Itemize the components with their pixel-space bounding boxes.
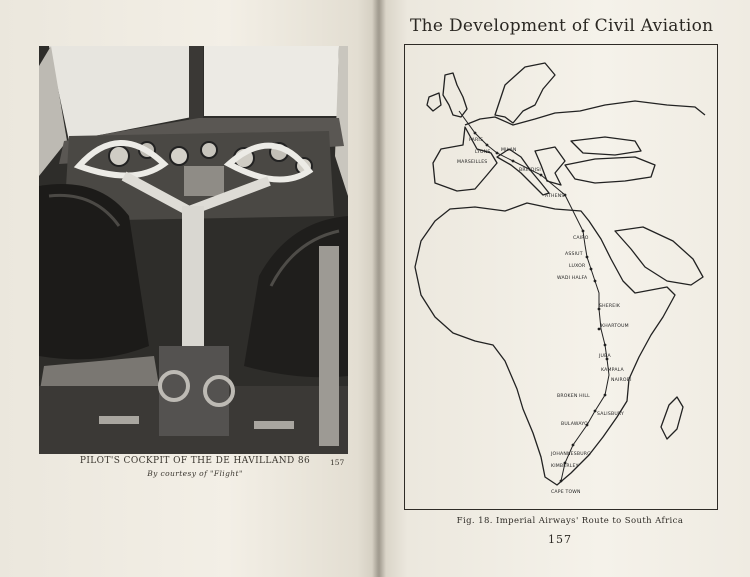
balkans-outline [535, 147, 565, 185]
route-map [404, 44, 718, 510]
label-assiut: ASSIUT [565, 252, 583, 257]
label-khartoum: KHARTOUM [601, 324, 629, 329]
label-shereik: SHEREIK [599, 304, 621, 309]
photo-caption: PILOT'S COCKPIT OF THE DE HAVILLAND 86 [79, 456, 311, 466]
label-athens: ATHENS [545, 194, 565, 199]
label-broken-hill: BROKEN HILL [557, 394, 590, 399]
label-lyons: LYONS [475, 150, 491, 155]
label-nairobi: NAIROBI [611, 378, 632, 383]
book-gutter [372, 0, 386, 577]
iberia-outline [433, 127, 497, 191]
label-marseilles: MARSEILLES [457, 160, 488, 165]
label-kampala: KAMPALA [601, 368, 624, 373]
black-sea [571, 137, 641, 155]
figure-caption: Fig. 18. Imperial Airways' Route to South Africa [456, 516, 684, 526]
photo-credit: By courtesy of "Flight" [147, 469, 243, 478]
label-brindisi: BRINDISI [519, 168, 541, 173]
arabia-outline [615, 227, 703, 285]
label-juba: JUBA [599, 354, 611, 359]
label-bulawayo: BULAWAYO [561, 422, 588, 427]
label-cairo: CAIRO [573, 236, 589, 241]
label-milan: MILAN [501, 148, 517, 153]
label-johannesburg: JOHANNESBURG [551, 452, 591, 457]
cockpit-photo [39, 46, 348, 454]
label-wadi-halfa: WADI HALFA [557, 276, 588, 281]
britain-outline [443, 73, 467, 117]
label-salisbury: SALISBURY [597, 412, 624, 417]
running-head: The Development of Civil Aviation [410, 16, 714, 36]
africa-outline [415, 203, 675, 485]
scandinavia-outline [495, 63, 555, 123]
label-paris: PARIS [469, 138, 484, 143]
madagascar-outline [661, 397, 683, 439]
ireland-outline [427, 93, 441, 111]
turkey-outline [565, 157, 655, 183]
label-luxor: LUXOR [569, 264, 586, 269]
right-page-number: 157 [548, 533, 572, 546]
north-europe-coast [465, 101, 705, 125]
left-page-number: 157 [330, 458, 345, 467]
label-kimberley: KIMBERLEY [551, 464, 579, 469]
label-cape-town: CAPE TOWN [551, 490, 581, 495]
